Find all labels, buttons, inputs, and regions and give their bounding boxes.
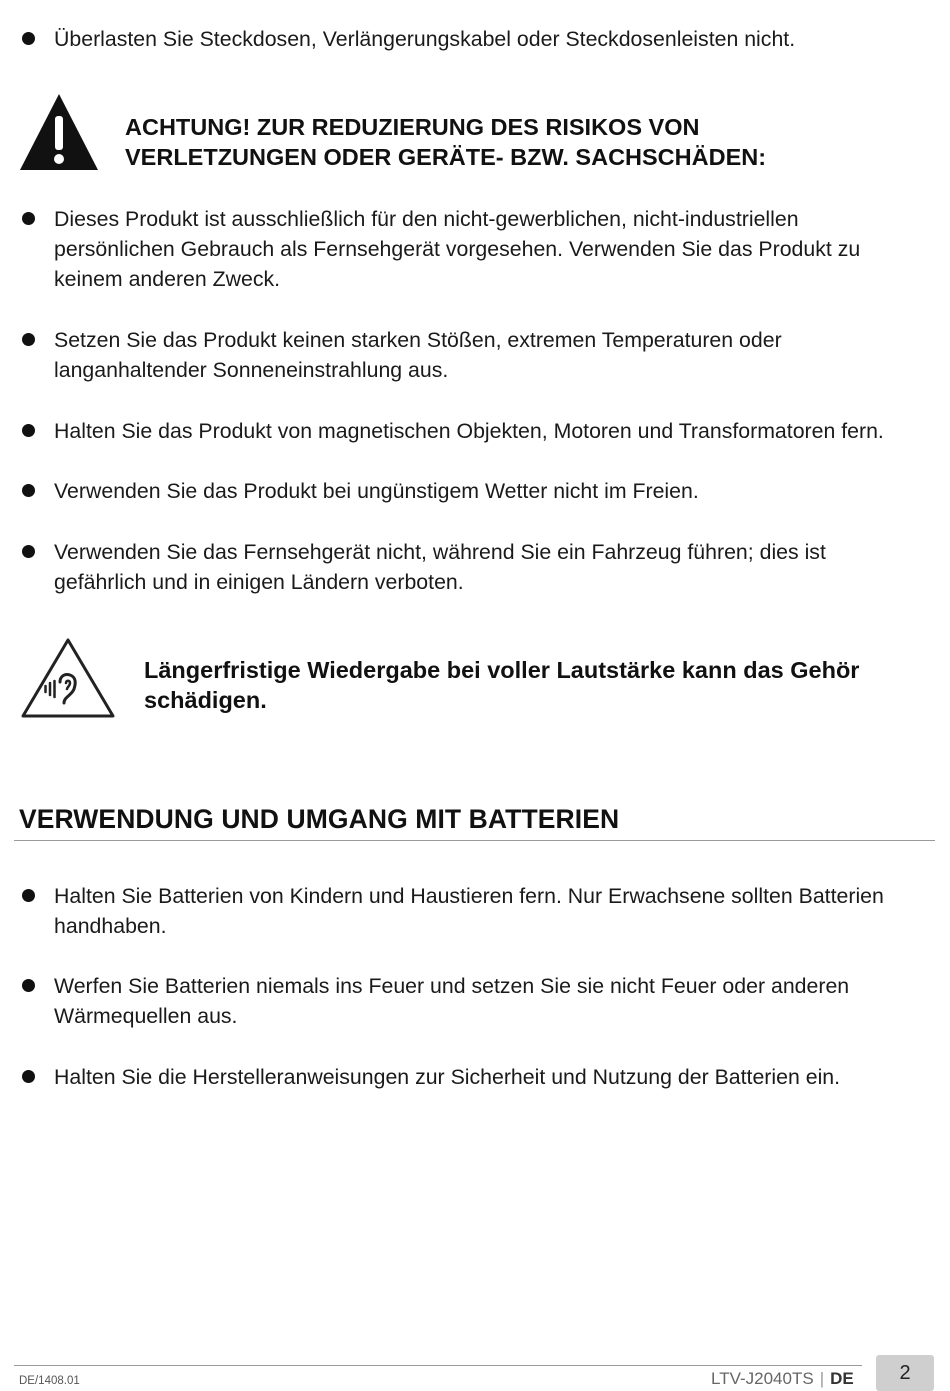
bullet-dot — [22, 545, 35, 558]
section-divider — [14, 840, 935, 841]
list-item-text: Dieses Produkt ist ausschließlich für den nicht-gewerblichen, nicht-industriellen persönlichen Gebrauch als Fernsehgerät vorgesehen. Verwenden Sie das Produkt zu keinem anderen Zweck. — [54, 207, 861, 291]
list-item-text: Werfen Sie Batterien niemals ins Feuer und setzen Sie sie nicht Feuer oder anderen Wärmequellen aus. — [54, 974, 850, 1028]
bullet-dot — [22, 484, 35, 497]
bullet-dot — [22, 333, 35, 346]
bullet-dot — [22, 424, 35, 437]
hearing-warning-text: Längerfristige Wiedergabe bei voller Lautstärke kann das Gehör schädigen. — [144, 657, 860, 713]
warning-title: ACHTUNG! ZUR REDUZIERUNG DES RISIKOS VON VERLETZUNGEN ODER GERÄTE- BZW. SACHSCHÄDEN: — [125, 114, 767, 170]
footer-divider — [14, 1365, 862, 1366]
bullet-dot — [22, 212, 35, 225]
list-item-text: Verwenden Sie das Produkt bei ungünstigem Wetter nicht im Freien. — [54, 479, 699, 503]
list-item-text: Verwenden Sie das Fernsehgerät nicht, während Sie ein Fahrzeug führen; dies ist gefährlich und in einigen Ländern verboten. — [54, 540, 826, 594]
list-item-text: Halten Sie das Produkt von magnetischen Objekten, Motoren und Transformatoren fern. — [54, 419, 884, 443]
bullet-dot — [22, 1070, 35, 1083]
bullet-dot — [22, 889, 35, 902]
list-item-text: Überlasten Sie Steckdosen, Verlängerungskabel oder Steckdosenleisten nicht. — [54, 27, 796, 51]
language-code: DE — [830, 1369, 854, 1388]
bullet-dot — [22, 979, 35, 992]
footer-separator: | — [819, 1369, 825, 1388]
list-item-text: Halten Sie Batterien von Kindern und Haustieren fern. Nur Erwachsene sollten Batterien handhaben. — [54, 884, 884, 938]
document-code: DE/1408.01 — [19, 1375, 80, 1387]
page-number: 2 — [876, 1355, 934, 1391]
bullet-dot — [22, 32, 35, 45]
section-heading: VERWENDUNG UND UMGANG MIT BATTERIEN — [19, 804, 620, 834]
list-item-text: Halten Sie die Herstelleranweisungen zur Sicherheit und Nutzung der Batterien ein. — [54, 1065, 841, 1089]
hearing-damage-icon — [20, 637, 116, 719]
footer-model — [711, 1369, 854, 1389]
list-item-text: Setzen Sie das Produkt keinen starken Stößen, extremen Temperaturen oder langanhaltender Sonneneinstrahlung aus. — [54, 328, 782, 382]
model-number: LTV-J2040TS — [711, 1369, 814, 1388]
exclamation-triangle-icon — [18, 92, 100, 172]
